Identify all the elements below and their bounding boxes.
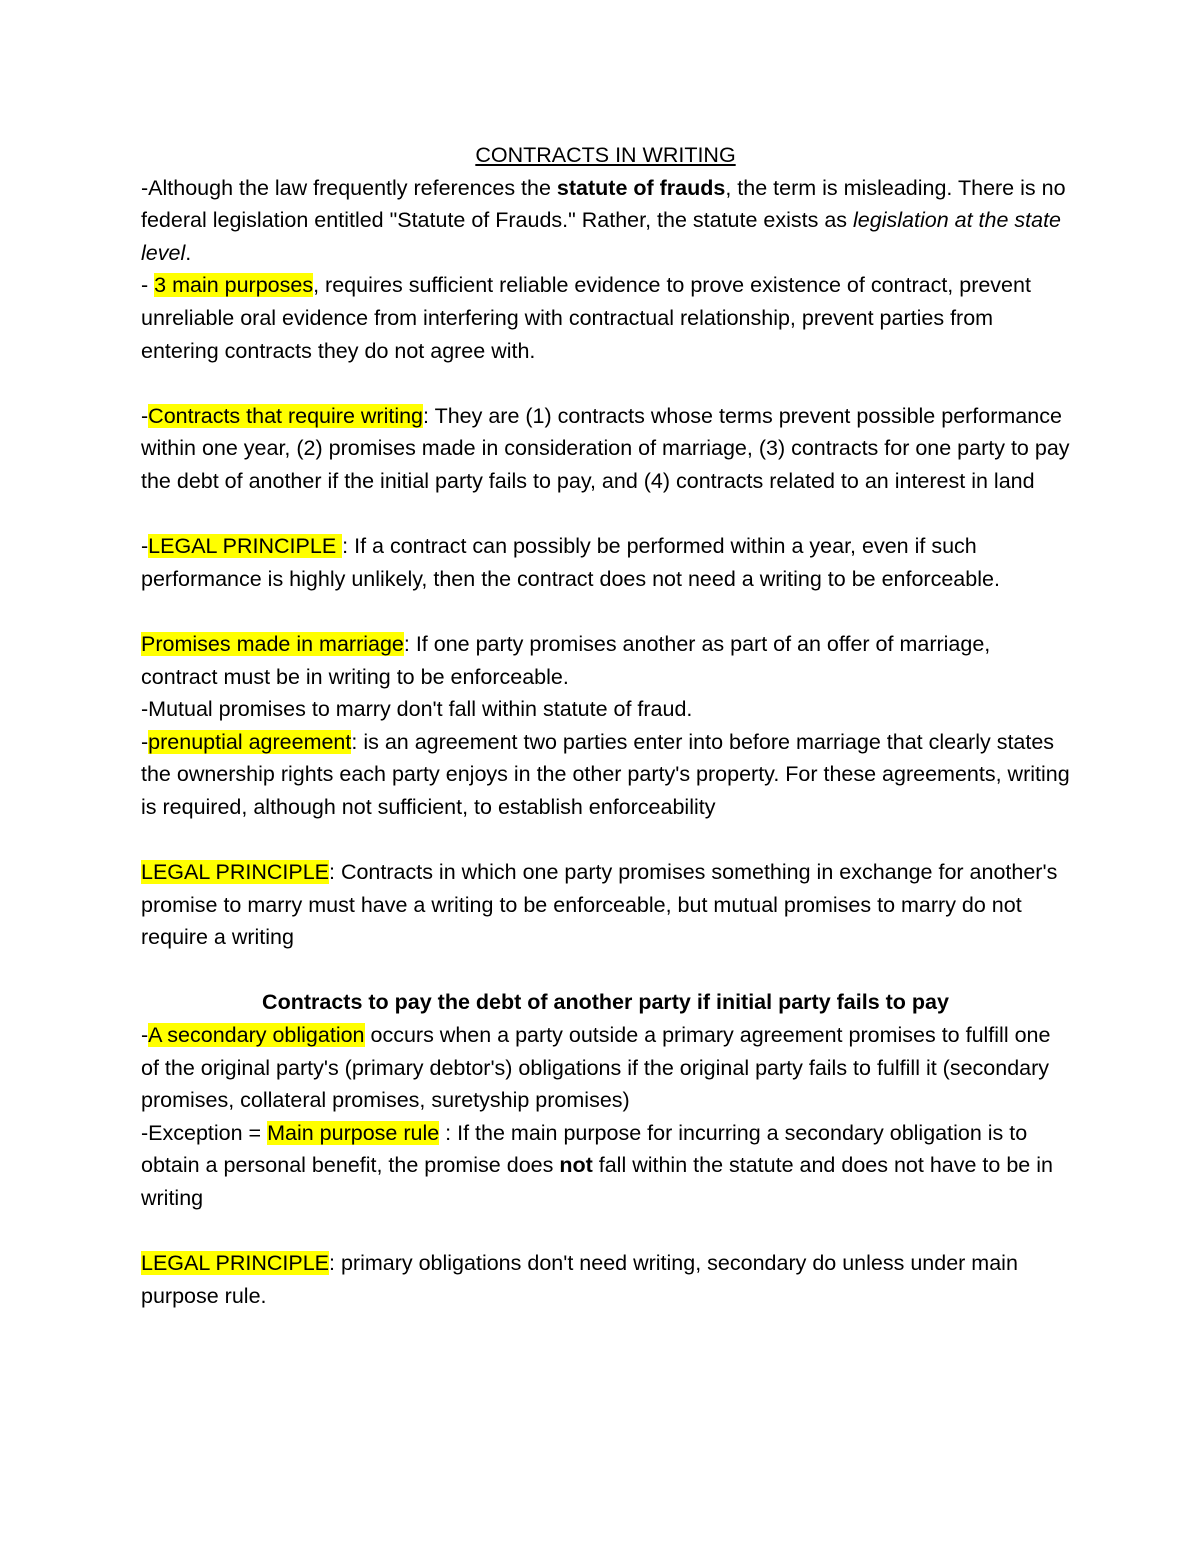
require-writing-highlight: Contracts that require writing xyxy=(148,403,424,428)
principle-primary-highlight: LEGAL PRINCIPLE xyxy=(141,1251,329,1276)
principle-one-year-highlight: LEGAL PRINCIPLE xyxy=(148,534,343,559)
principle-marriage-paragraph xyxy=(141,856,1070,954)
exception-text-1: : If the main purpose for incurring a secondary obligation is to obtain a personal benefit, the promise does xyxy=(141,1120,1028,1178)
purposes-highlight: 3 main purposes xyxy=(154,273,314,298)
secondary-prefix: - xyxy=(141,1023,149,1048)
paragraph-gap xyxy=(141,823,1070,856)
marriage-text: : If one party promises another as part of an offer of marriage, contract must be in writing to be enforceable. xyxy=(141,631,991,689)
page-title: CONTRACTS IN WRITING xyxy=(475,143,736,167)
principle-one-year-paragraph xyxy=(141,530,1070,595)
marriage-paragraph xyxy=(141,628,1070,693)
paragraph-gap xyxy=(141,367,1070,400)
paragraph-gap xyxy=(141,954,1070,987)
paragraph-gap xyxy=(141,595,1070,628)
secondary-text: occurs when a party outside a primary agreement promises to fulfill one of the original party's (primary debtor's) obligations if the original party fails to fulfill it (secondary promises, collateral promises, suretyship promises) xyxy=(141,1023,1051,1113)
exception-paragraph xyxy=(141,1117,1070,1215)
prenup-paragraph xyxy=(141,726,1070,824)
principle-primary-paragraph xyxy=(141,1247,1070,1312)
principle-one-year-prefix: - xyxy=(141,534,149,559)
intro-italic-phrase: legislation at the state level xyxy=(141,208,1061,265)
purposes-paragraph xyxy=(141,269,1070,367)
intro-middle: , the term is misleading. There is no federal legislation entitled "Statute of Frauds." Rather, the statute exists as xyxy=(141,175,1066,233)
secondary-highlight: A secondary obligation xyxy=(148,1023,365,1048)
debt-section-heading: Contracts to pay the debt of another party if initial party fails to pay xyxy=(262,990,949,1015)
prenup-text: : is an agreement two parties enter into before marriage that clearly states the ownership rights each party enjoys in the other party's property. For these agreements, writing is required, although not sufficient, to establish enforceability xyxy=(141,729,1070,819)
principle-marriage-highlight: LEGAL PRINCIPLE xyxy=(141,860,329,885)
prenup-highlight: prenuptial agreement xyxy=(148,729,352,754)
paragraph-gap xyxy=(141,498,1070,531)
exception-prefix: -Exception = xyxy=(141,1120,268,1145)
principle-one-year-text: : If a contract can possibly be performed within a year, even if such performance is highly unlikely, then the contract does not need a writing to be enforceable. xyxy=(141,534,1000,591)
principle-marriage-text: : Contracts in which one party promises something in exchange for another's promise to marry must have a writing to be enforceable, but mutual promises to marry do not require a writing xyxy=(141,860,1058,950)
intro-bold-term: statute of frauds xyxy=(556,175,726,200)
purposes-prefix: - xyxy=(141,273,155,298)
intro-suffix: . xyxy=(185,240,192,265)
require-writing-paragraph xyxy=(141,400,1070,498)
exception-text-2: fall within the statute and does not have to be in writing xyxy=(141,1153,1053,1210)
require-writing-prefix: - xyxy=(141,403,149,428)
mutual-promises-line: -Mutual promises to marry don't fall within statute of fraud. xyxy=(141,697,693,722)
prenup-prefix: - xyxy=(141,729,149,754)
exception-bold: not xyxy=(559,1153,593,1178)
secondary-obligation-paragraph xyxy=(141,1019,1070,1117)
intro-paragraph xyxy=(141,172,1070,270)
intro-prefix: -Although the law frequently references the xyxy=(141,175,557,200)
marriage-highlight: Promises made in marriage xyxy=(141,631,404,656)
require-writing-text: : They are (1) contracts whose terms prevent possible performance within one year, (2) promises made in consideration of marriage, (3) contracts for one party to pay the debt of another if the initial party fails to pay, and (4) contracts related to an interest in land xyxy=(141,403,1070,493)
purposes-text: , requires sufficient reliable evidence to prove existence of contract, prevent unreliable oral evidence from interfering with contractual relationship, prevent parties from entering contracts they do not agree with. xyxy=(141,273,1031,363)
paragraph-gap xyxy=(141,1215,1070,1248)
exception-highlight: Main purpose rule xyxy=(267,1120,440,1145)
principle-primary-text: : primary obligations don't need writing, secondary do unless under main purpose rule. xyxy=(141,1251,1018,1308)
